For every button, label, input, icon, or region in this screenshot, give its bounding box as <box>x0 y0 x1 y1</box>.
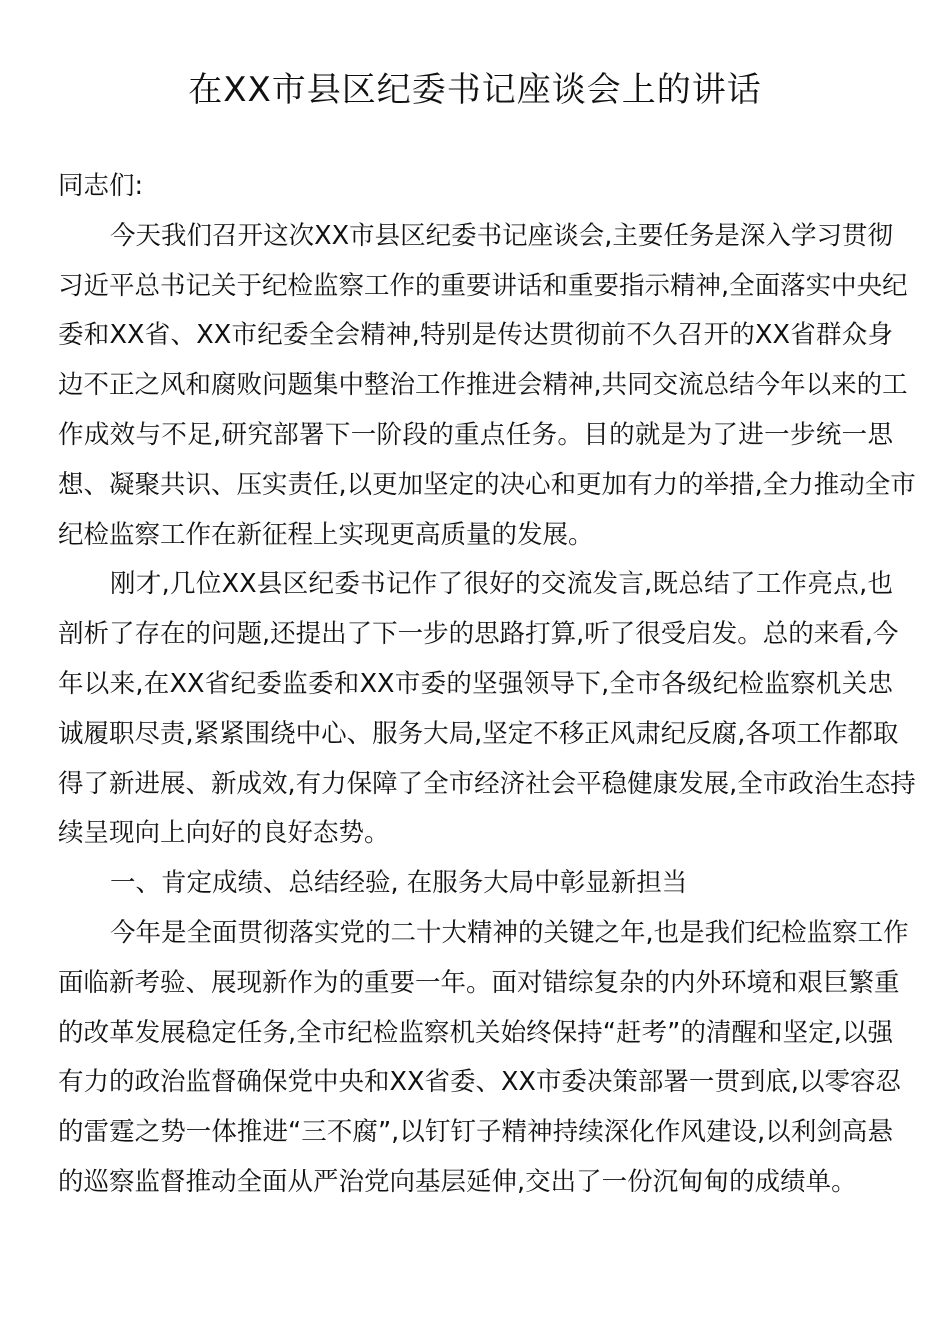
text-line: 面临新考验、展现新作为的重要一年。面对错综复杂的内外环境和艰巨繁重 <box>58 967 900 998</box>
document-title: 在XX市县区纪委书记座谈会上的讲话 <box>188 70 762 110</box>
paragraph <box>58 909 909 1208</box>
text-line: 的改革发展稳定任务,全市纪检监察机关始终保持“赶考”的清醒和坚定,以强 <box>58 1017 893 1048</box>
text-line: 今年是全面贯彻落实党的二十大精神的关键之年,也是我们纪检监察工作 <box>110 917 909 948</box>
text-line: 想、凝聚共识、压实责任,以更加坚定的决心和更加有力的举措,全力推动全市 <box>58 469 916 500</box>
text-line: 一、肯定成绩、总结经验, 在服务大局中彰显新担当 <box>110 868 688 899</box>
text-line: 有力的政治监督确保党中央和XX省委、XX市委决策部署一贯到底,以零容忍 <box>58 1067 901 1098</box>
text-line: 刚才,几位XX县区纪委书记作了很好的交流发言,既总结了工作亮点,也 <box>110 569 893 600</box>
text-line: 诚履职尽责,紧紧围绕中心、服务大局,坚定不移正风肃纪反腐,各项工作都取 <box>58 718 899 749</box>
text-line: 委和XX省、XX市纪委全会精神,特别是传达贯彻前不久召开的XX省群众身 <box>58 320 893 351</box>
text-line: 边不正之风和腐败问题集中整治工作推进会精神,共同交流总结今年以来的工 <box>58 370 908 401</box>
text-line: 的巡察监督推动全面从严治党向基层延伸,交出了一份沉甸甸的成绩单。 <box>58 1166 857 1197</box>
text-line: 的雷霆之势一体推进“三不腐”,以钉钉子精神持续深化作风建设,以利剑高悬 <box>58 1117 893 1148</box>
text-line: 剖析了存在的问题,还提出了下一步的思路打算,听了很受启发。总的来看,今 <box>58 619 899 650</box>
text-line: 作成效与不足,研究部署下一阶段的重点任务。目的就是为了进一步统一思 <box>58 419 893 450</box>
text-line: 习近平总书记关于纪检监察工作的重要讲话和重要指示精神,全面落实中央纪 <box>58 270 908 301</box>
document-body <box>58 162 916 1208</box>
text-line: 续呈现向上向好的良好态势。 <box>58 818 390 849</box>
section-heading <box>58 859 893 909</box>
paragraphs <box>58 212 916 1208</box>
text-line: 纪检监察工作在新征程上实现更高质量的发展。 <box>58 519 594 550</box>
text-line: 年以来,在XX省纪委监委和XX市委的坚强领导下,全市各级纪检监察机关忠 <box>58 668 893 699</box>
text-line: 得了新进展、新成效,有力保障了全市经济社会平稳健康发展,全市政治生态持 <box>58 768 916 799</box>
paragraph <box>58 560 916 859</box>
paragraph <box>58 212 916 561</box>
text-line: 今天我们召开这次XX市县区纪委书记座谈会,主要任务是深入学习贯彻 <box>110 220 893 251</box>
salutation: 同志们: <box>58 171 144 201</box>
